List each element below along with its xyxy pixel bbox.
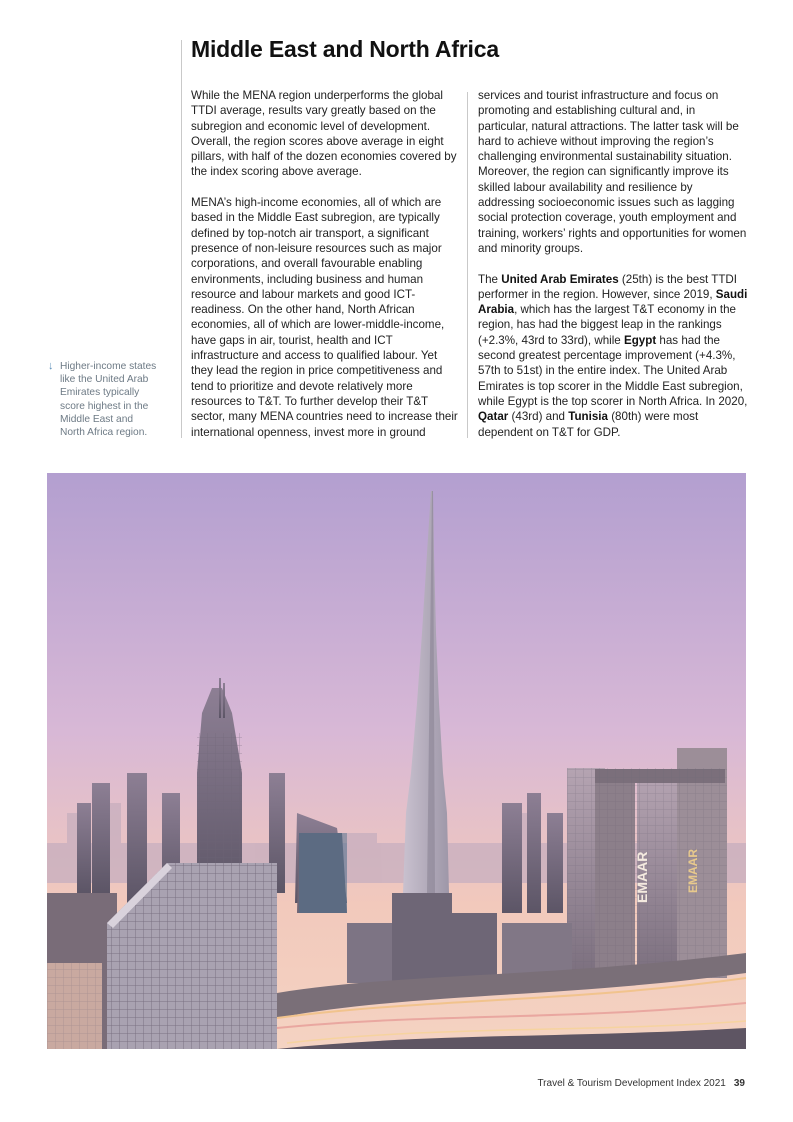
country-tunisia: Tunisia (568, 410, 608, 424)
arrow-down-icon: ↓ (48, 360, 54, 372)
twin-towers (567, 748, 727, 983)
text-column-1 (191, 88, 461, 455)
column-divider-rule (467, 92, 468, 438)
country-uae: United Arab Emirates (501, 272, 619, 286)
left-vertical-rule (181, 40, 182, 438)
paragraph: The United Arab Emirates (25th) is the best TTDI performer in the region. However, since 2019, Saudi Arabia, which has the largest T&T economy in the region, has had the biggest leap in the rankings (+2.3%, 43rd to 33rd), while Egypt has had the second greatest percentage improvement (+4.3%, 57th to 51st) in the entire index. The United Arab Emirates is top scorer in the Middle East subregion, while Egypt is the top scorer in North Africa. In 2020, Qatar (43rd) and Tunisia (80th) were most dependent on T&T for GDP. (478, 272, 748, 439)
side-note (48, 360, 158, 439)
paragraph: MENA’s high-income economies, all of which are based in the Middle East subregion, are typically defined by top-notch air transport, a significant presence of non-leisure resources such as major corporations, and overall favourable enabling environments, including business and human resource and labour markets and good ICT-readiness. On the other hand, North African economies, all of which are lower-middle-income, have gaps in air, tourist, health and ICT infrastructure and access to qualified labour. Yet they lead the region in price competitiveness and tend to prioritize and devote relatively more resources to T&T. To further develop their T&T sector, many MENA countries need to increase their international openness, invest more in ground (191, 196, 458, 439)
paragraph: While the MENA region underperforms the global TTDI average, results vary greatly based on the subregion and economic level of development. Overall, the region scores above average in eight pillars, with half of the dozen economies covered by the index scoring above average. (191, 89, 457, 179)
country-qatar: Qatar (478, 410, 509, 424)
country-saudi-arabia: Saudi Arabia (478, 287, 748, 317)
paragraph: services and tourist infrastructure and focus on promoting and establishing cultural and, in particular, natural attractions. The latter task will be hard to achieve without improving the region’s challenging environmental sustainability situation. Moreover, the region can significantly improve its skilled labour availability and resilience by addressing socioeconomic issues such as lagging social protection coverage, youth employment and training, workers’ rights and opportunities for women and minority groups. (478, 89, 747, 255)
country-egypt: Egypt (623, 333, 657, 347)
dubai-skyline-photo (47, 473, 746, 1049)
publication-title: Travel & Tourism Development Index 2021 (537, 1078, 726, 1089)
building-sign-right: EMAAR (686, 849, 700, 893)
page-footer (537, 1078, 745, 1089)
text-column-2 (478, 88, 748, 455)
page-number: 39 (733, 1078, 745, 1089)
page-title: Middle East and North Africa (191, 36, 499, 62)
side-note-text: Higher-income states like the United Arab Emirates typically score highest in the Middle East and North Africa region. (60, 361, 157, 439)
building-sign-left: EMAAR (634, 851, 650, 903)
